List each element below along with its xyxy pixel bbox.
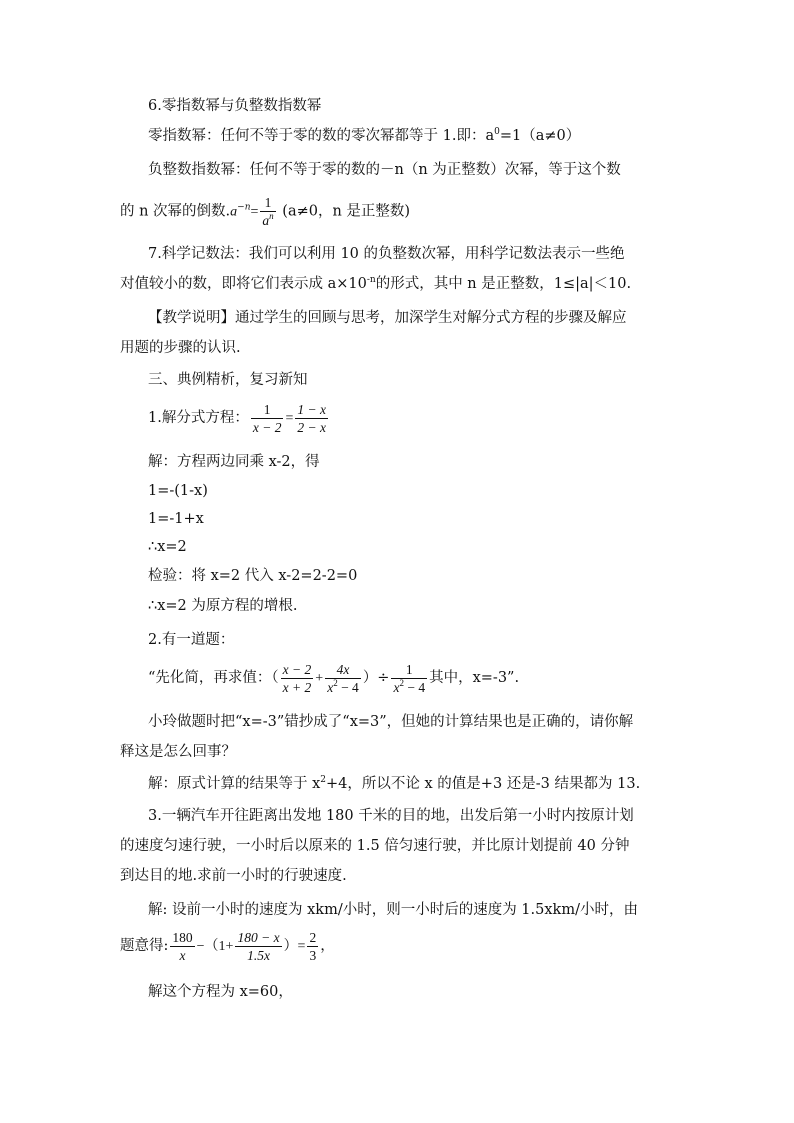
part-3-title: 三、典例精析，复习新知 [148,372,308,388]
example-2-question [148,658,519,699]
negative-exponent-text: 的 n 次幂的倒数. [120,203,231,220]
ex1-solution-line2: 1=-(1-x) [148,483,208,499]
neg-exp-fraction [260,194,275,229]
ex2-paragraph-line2: 释这是怎么回事？ [120,744,236,760]
ex1-rhs-fraction: $\frac{1 - x}{2 - x}$ [297,401,326,435]
ex3-solution-line3: 解这个方程为 x=60， [148,984,293,1000]
teaching-note-line2: 用题的步骤的认识. [120,340,241,356]
section-7-line1: 7.科学记数法：我们可以利用 10 的负整数次幂，用科学记数法表示一些绝 [148,246,625,262]
example-3-line1: 3.一辆汽车开往距离出发地 180 千米的目的地，出发后第一小时内按原计划 [148,808,634,824]
ex2-question-intro: “先化简，再求值：（ [148,670,279,686]
negative-exponent-rule-line1: 负整数指数幂：任何不等于零的数的－n（n 为正整数）次幂，等于这个数 [148,162,621,178]
ex1-solution-line4: ∴x=2 [148,539,187,555]
ex2-answer: 解：原式计算的结果等于 $x^2+4$，所以不论 x 的值是+3 还是-3 结果都为 13. [148,775,641,792]
zero-exponent-text: 零指数幂：任何不等于零的数的零次幂都等于 1.即：a [148,128,495,144]
neg-exp-sup: −n [237,202,251,213]
example-2-title: 2.有一道题： [148,632,235,648]
ex2-fraction-1: $\frac{x - 2}{x + 2}$ [282,661,312,695]
zero-exponent-rule [148,126,580,146]
ex3-fraction-1: $\frac{180}{x}$ [172,929,193,963]
example-3-line3: 到达目的地.求前一小时的行驶速度. [120,868,347,884]
ex3-tail: ， [320,938,335,954]
fraction-denominator: $a^n$ [262,211,274,228]
ex3-fraction-2: $\frac{180 - x}{1.5x}$ [237,929,280,963]
section-7-line2 [120,274,631,294]
ex1-solution-line5: 检验：将 x=2 代入 x-2=2-2=0 [148,568,358,584]
ex2-divide: ）÷ [362,670,390,686]
teaching-note-line1: 【教学说明】通过学生的回顾与思考，加深学生对解分式方程的步骤及解应 [148,310,627,326]
sci-notation-condition: 的形式，其中 n 是正整数，1≤|a|＜10. [375,276,632,292]
section-6-title: 6.零指数幂与负整数指数幂 [148,98,322,114]
ex3-one-plus: 1+ [218,939,234,954]
zero-exponent-sup: 0 [494,127,500,137]
ex1-solution-line6: ∴x=2 为原方程的增根. [148,598,298,614]
ex1-solution-line1: 解：方程两边同乘 x-2，得 [148,454,320,470]
example-3-line2: 的速度匀速行驶，一小时后以原来的 1.5 倍匀速行驶，并比原计划提前 40 分钟 [120,838,630,854]
ex2-plus: + [315,671,324,686]
ex1-equals: = [285,411,294,426]
example-1-equation [148,398,330,439]
example-1-title: 1.解分式方程： [148,410,249,426]
ex3-equation-intro: 题意得: [120,938,169,954]
neg-exp-base: a [230,204,238,220]
ex2-fraction-3: $\frac{1}{x^2 - 4}$ [393,661,426,695]
ex3-minus: −（ [196,939,219,954]
neg-exp-equals: = [250,204,259,220]
negative-exponent-rule-line2 [120,194,410,230]
sci-notation-sup: -n [366,275,376,285]
sci-notation-text: 对值较小的数，即将它们表示成 a×10 [120,276,367,292]
ex2-fraction-2: $\frac{4x}{x^2 - 4}$ [327,661,359,695]
ex2-question-end: 其中，x=-3”. [429,670,520,686]
ex1-lhs-fraction: $\frac{1}{x - 2}$ [252,401,282,435]
ex1-solution-line3: 1=-1+x [148,511,204,527]
zero-exponent-condition: =1（a≠0） [499,128,581,144]
ex3-solution-line1: 解: 设前一小时的速度为 xkm/小时，则一小时后的速度为 1.5xkm/小时，由 [148,902,638,918]
ex3-fraction-3: $\frac{2}{3}$ [309,929,317,963]
ex3-equation [120,926,335,967]
fraction-numerator: 1 [260,194,275,212]
negative-exponent-condition: (a≠0，n 是正整数) [282,203,411,220]
ex3-close-equals: ）= [283,939,306,954]
ex2-paragraph-line1: 小玲做题时把“x=-3”错抄成了“x=3”，但她的计算结果也是正确的，请你解 [148,714,634,730]
